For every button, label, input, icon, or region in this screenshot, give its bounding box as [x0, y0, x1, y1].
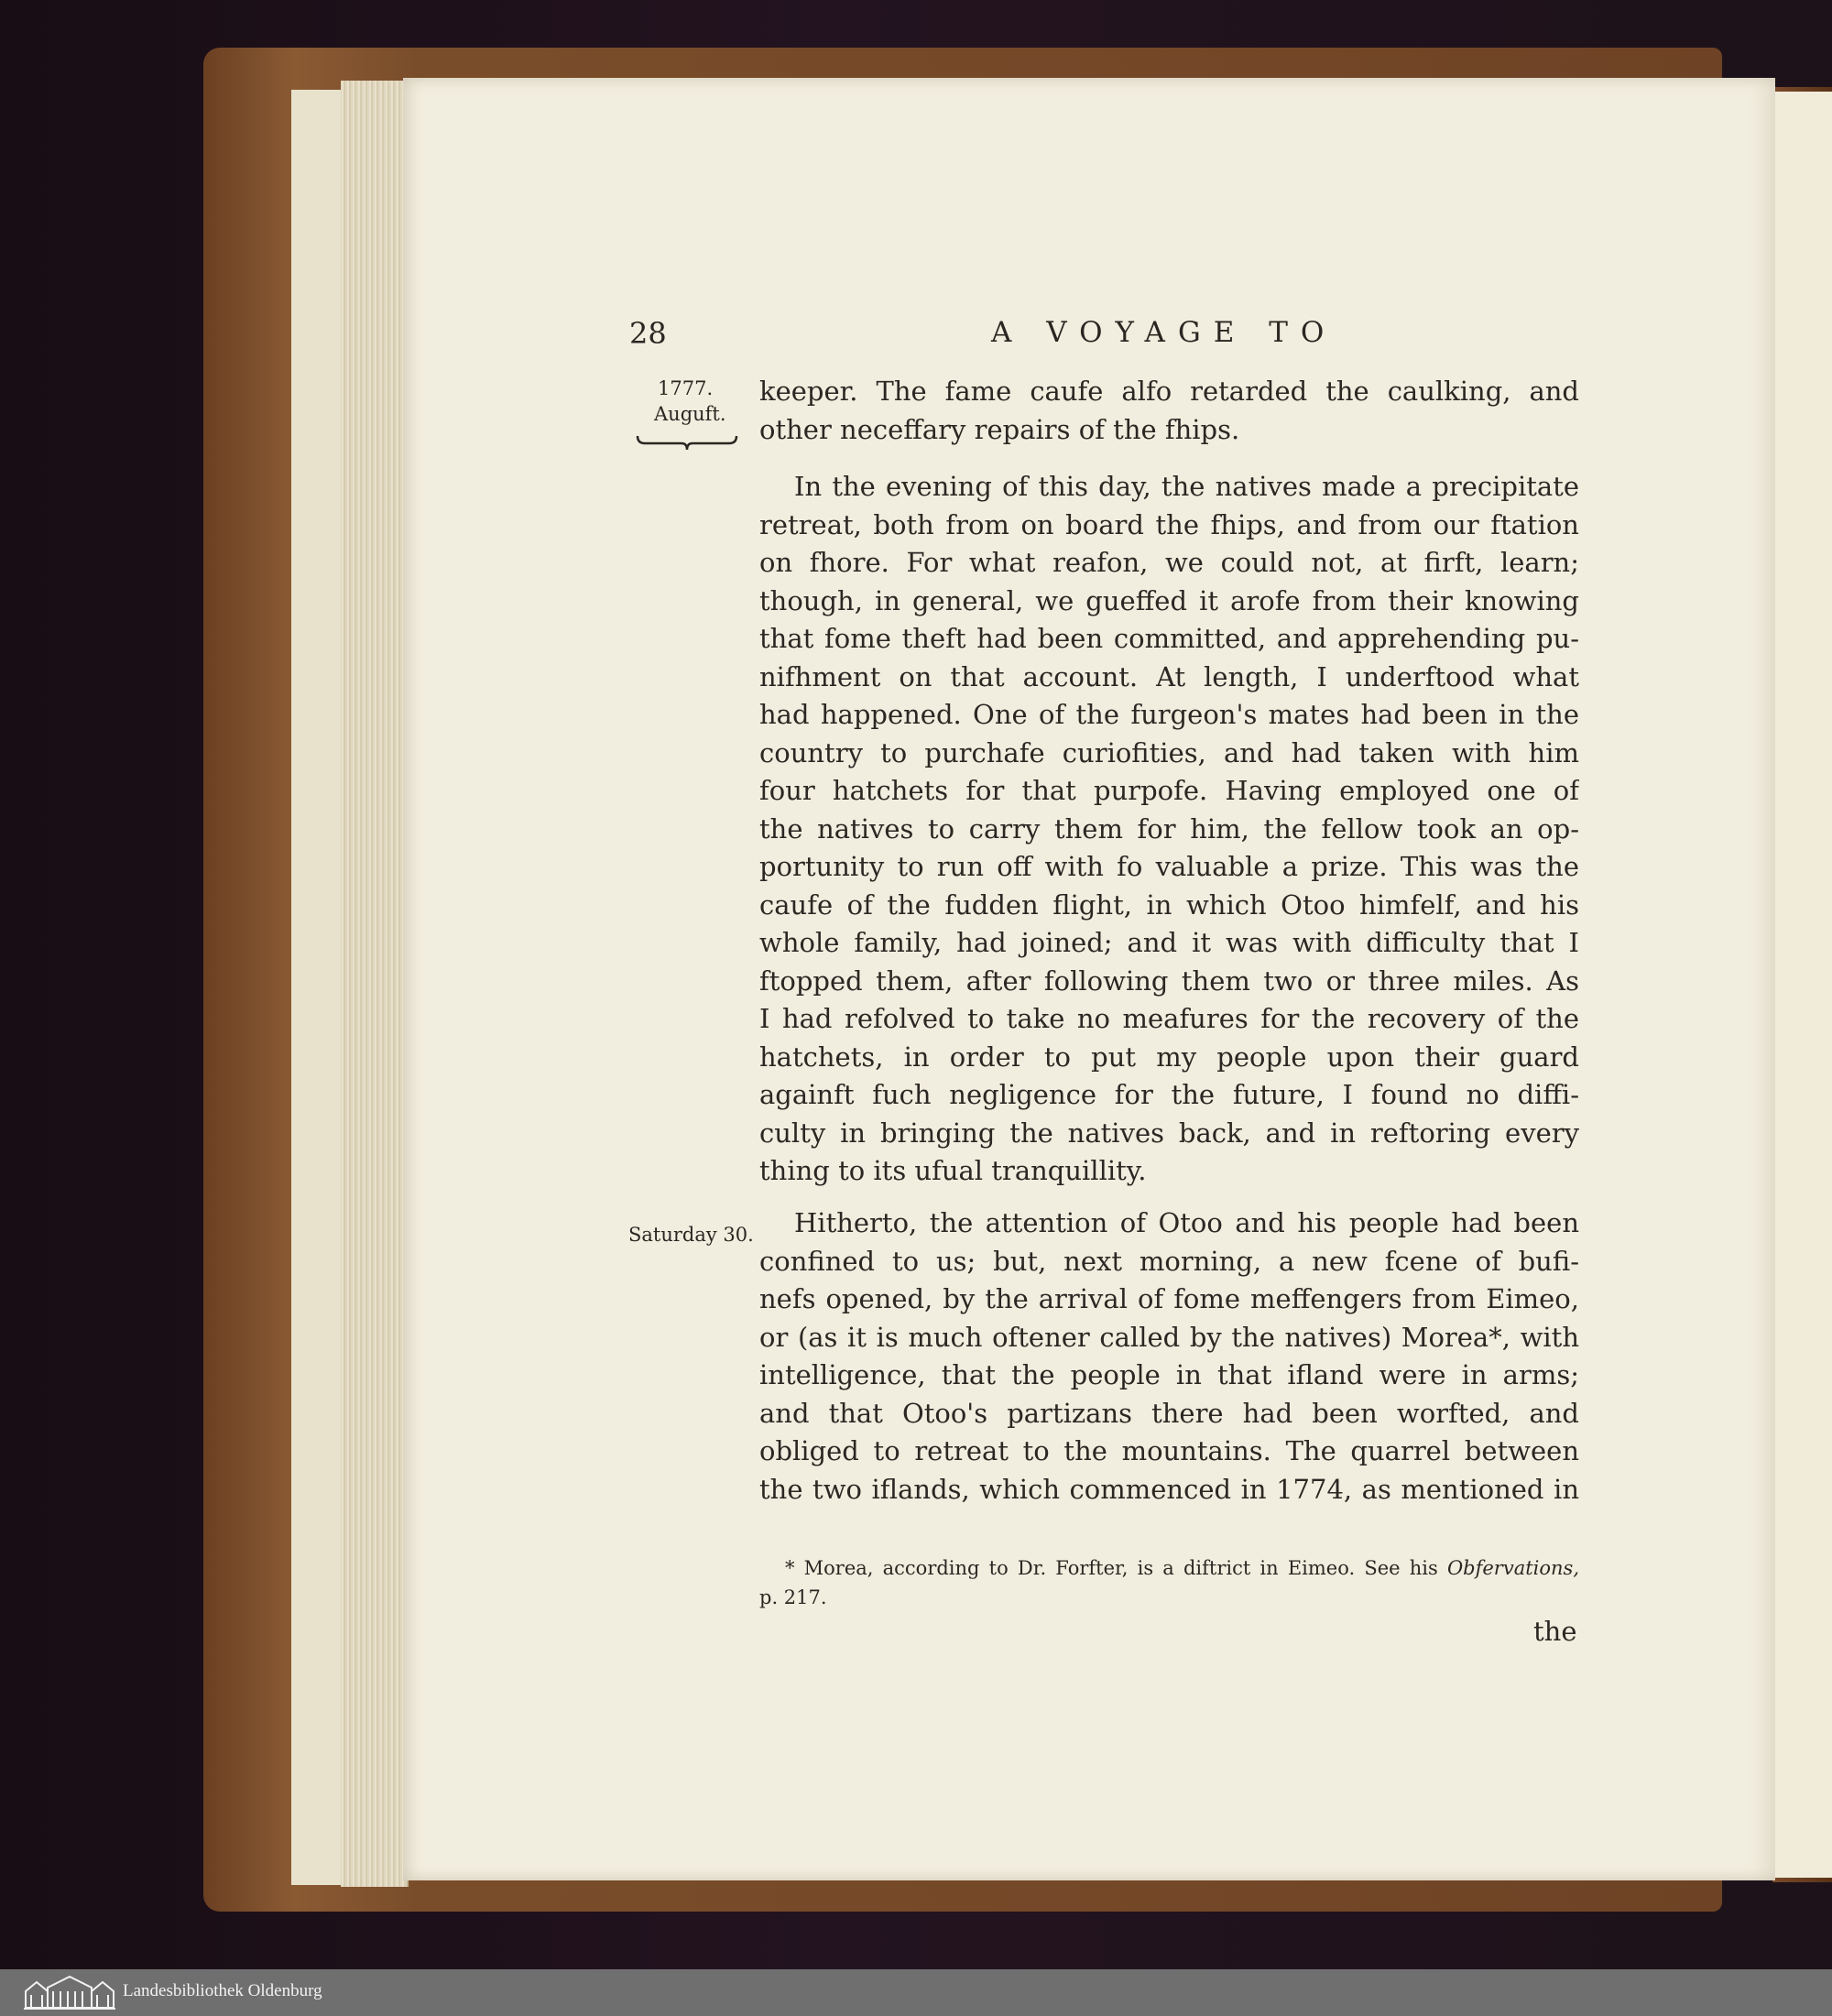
text-line: though, in general, we gueffed it arofe from their knowing — [759, 584, 1579, 616]
text-line: I had refolved to take no meafures for the recovery of the — [759, 1003, 1579, 1034]
facing-page-edge — [1772, 92, 1832, 1878]
footnote — [759, 1553, 1579, 1612]
text-line: that fome theft had been committed, and apprehending pu- — [759, 623, 1579, 654]
text-line: four hatchets for that purpofe. Having employed one of — [759, 775, 1579, 806]
text-line: the natives to carry them for him, the fellow took an op- — [759, 812, 1579, 845]
text-line: keeper. The fame caufe alfo retarded the caulking, and — [759, 376, 1579, 407]
text-line: and that Otoo's partizans there had been worfted, and — [759, 1397, 1579, 1429]
text-line: the two iflands, which commenced in 1774, as mentioned in — [759, 1473, 1579, 1505]
text-line: obliged to retreat to the mountains. The quarrel between — [759, 1435, 1579, 1466]
text-line: intelligence, that the people in that ifland were in arms; — [759, 1359, 1579, 1390]
paragraph-continuation — [759, 373, 1579, 449]
margin-brace-icon — [636, 434, 738, 451]
text-line: whole family, had joined; and it was with difficulty that I — [759, 927, 1579, 958]
text-line: culty in bringing the natives back, and in reftoring every — [759, 1117, 1579, 1149]
margin-note-month: Auguft. — [654, 403, 726, 425]
text-line: nifhment on that account. At length, I underftood what — [759, 660, 1579, 692]
text-line: other neceffary repairs of the fhips. — [759, 413, 1240, 445]
catchword: the — [1533, 1616, 1577, 1647]
text-line: retreat, both from on board the fhips, and from our ftation — [759, 508, 1579, 540]
paragraph-messengers-from-eimeo — [759, 1204, 1579, 1509]
footnote-work-title: Obfervations, — [1446, 1557, 1579, 1579]
page-stack-edge — [341, 81, 409, 1887]
page-number: 28 — [629, 316, 667, 351]
text-line: portunity to run off with fo valuable a prize. This was the — [759, 851, 1579, 882]
margin-note-date: Saturday 30. — [628, 1224, 754, 1246]
text-line: caufe of the fudden flight, in which Otoo himfelf, and his — [759, 888, 1579, 921]
paragraph-evening-retreat — [759, 468, 1579, 1191]
text-line: country to purchafe curiofities, and had taken with him — [759, 736, 1579, 768]
text-line: In the evening of this day, the natives made a precipitate — [794, 471, 1579, 502]
footnote-page-reference: p. 217. — [759, 1586, 827, 1608]
text-line: thing to its ufual tranquillity. — [759, 1155, 1147, 1186]
text-line: or (as it is much oftener called by the natives) Morea*, with — [759, 1321, 1579, 1353]
text-line: confined to us; but, next morning, a new fcene of bufi- — [759, 1245, 1579, 1277]
footer-library-label: Landesbibliothek Oldenburg — [123, 1981, 322, 2000]
text-line: hatchets, in order to put my people upon their guard — [759, 1041, 1579, 1073]
library-building-icon — [24, 1975, 115, 2010]
text-line: on fhore. For what reafon, we could not, at firft, learn; — [759, 547, 1579, 578]
text-line: againft fuch negligence for the future, I found no diffi- — [759, 1079, 1579, 1110]
margin-note-year: 1777. — [658, 377, 714, 399]
footer-bar — [0, 1969, 1832, 2016]
running-title: A VOYAGE TO — [991, 316, 1337, 349]
text-line: Hitherto, the attention of Otoo and his people had been — [794, 1207, 1579, 1238]
text-line: nefs opened, by the arrival of fome meffengers from Eimeo, — [759, 1283, 1579, 1314]
flyleaf — [291, 90, 347, 1885]
footnote-text: * Morea, according to Dr. Forfter, is a diftrict in Eimeo. See his — [785, 1557, 1438, 1579]
footnote-line — [759, 1553, 1579, 1583]
text-line: had happened. One of the furgeon's mates had been in the — [759, 699, 1579, 730]
text-line: ftopped them, after following them two or three miles. As — [759, 964, 1579, 997]
